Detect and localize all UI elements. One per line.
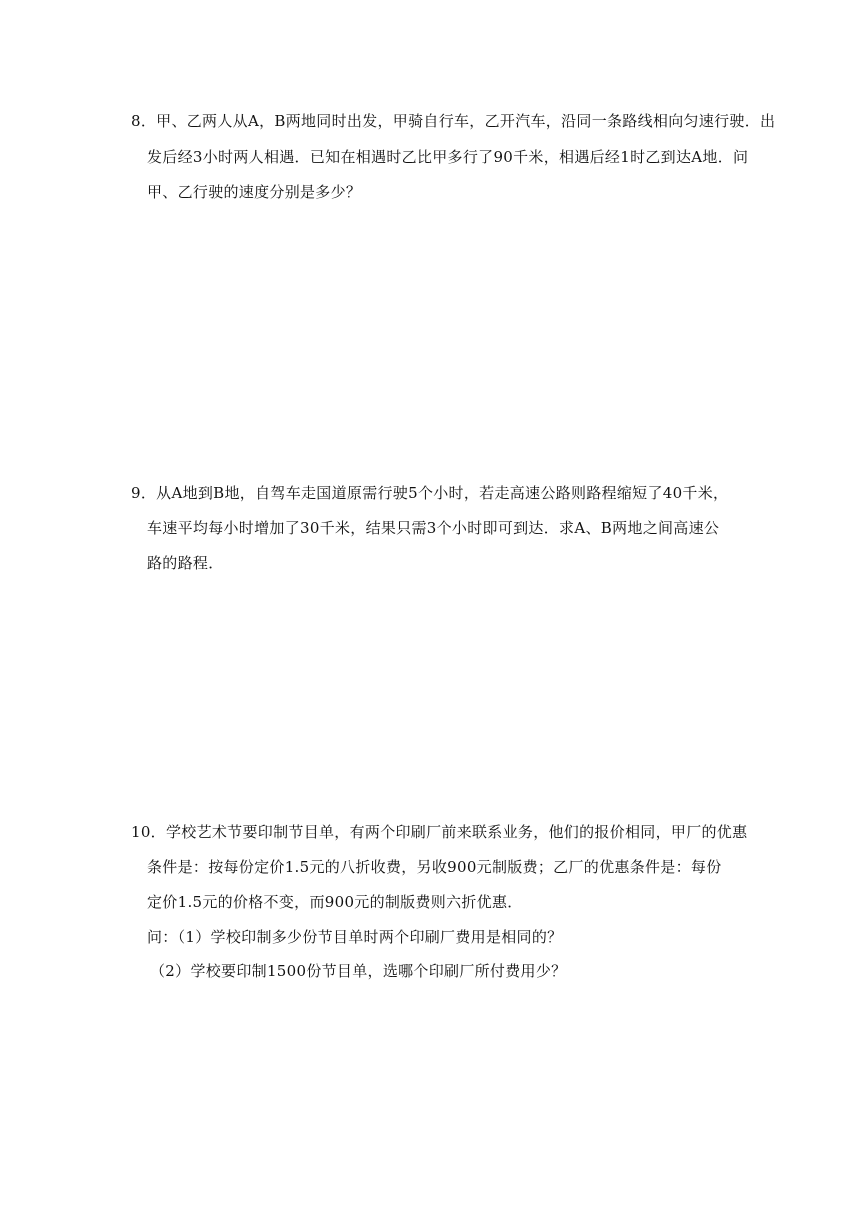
problem-9-line-1: 9．从A地到B地，自驾车走国道原需行驶5个小时，若走高速公路则路程缩短了40千米， <box>131 484 729 502</box>
problem-10-question-label: 问：（1）学校印制多少份节目单时两个印刷厂费用是相同的？ <box>147 928 563 946</box>
problem-8-line-3: 甲、乙行驶的速度分别是多少？ <box>147 183 362 201</box>
problem-9-line-3: 路的路程． <box>147 554 224 572</box>
problem-10-line-3: 定价1.5元的价格不变，而900元的制版费则六折优惠． <box>147 893 523 911</box>
problem-8-line-1: 8．甲、乙两人从A，B两地同时出发，甲骑自行车，乙开汽车，沿同一条路线相向匀速行驶．出 <box>131 112 776 130</box>
problem-10-sub-question-2: （2）学校要印制1500份节目单，选哪个印刷厂所付费用少？ <box>150 962 567 980</box>
problem-9-line-2: 车速平均每小时增加了30千米，结果只需3个小时即可到达．求A、B两地之间高速公 <box>147 519 720 537</box>
problem-10-line-2: 条件是：按每份定价1.5元的八折收费，另收900元制版费；乙厂的优惠条件是：每份 <box>147 858 722 876</box>
problem-8-line-2: 发后经3小时两人相遇．已知在相遇时乙比甲多行了90千米，相遇后经1时乙到达A地．问 <box>147 148 749 166</box>
problem-10-line-1: 10．学校艺术节要印制节目单，有两个印刷厂前来联系业务，他们的报价相同，甲厂的优惠 <box>131 823 748 841</box>
